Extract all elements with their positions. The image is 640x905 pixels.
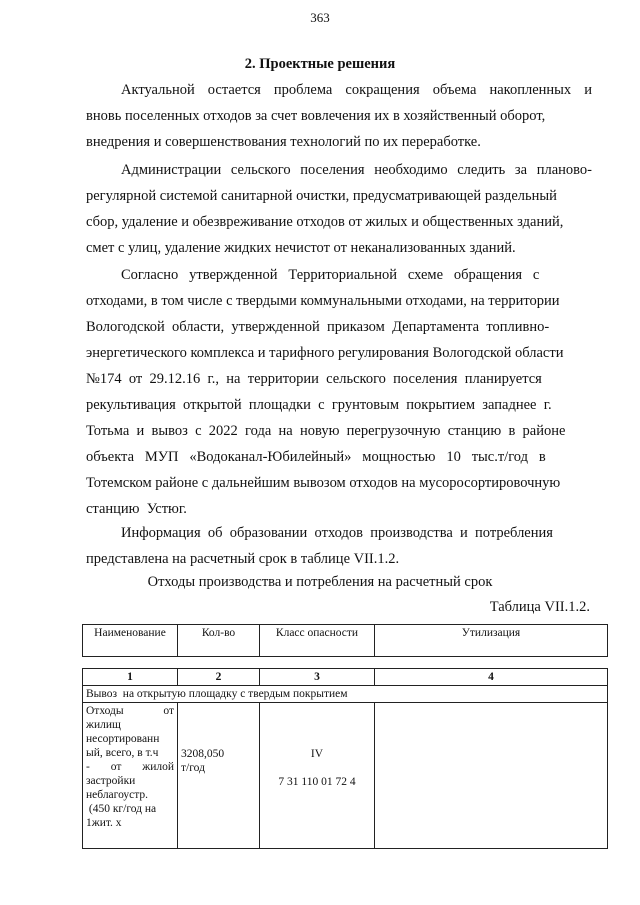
para3-line: объекта МУП «Водоканал-Юбилейный» мощностью 10 тыс.т/год в <box>86 449 546 465</box>
row-hazard-class: IV <box>310 748 324 760</box>
para3-line: отходами, в том числе с твердыми коммунальными отходами, на территории <box>86 293 560 309</box>
column-number: 2 <box>178 669 260 686</box>
para3-line: Тотемском районе с дальнейшим вывозом отходов на мусоросортировочную <box>86 475 561 491</box>
para3-line: станцию Устюг. <box>86 501 187 517</box>
paragraph-1 <box>86 77 592 155</box>
para2-line: Администрации сельского поселения необходимо следить за планово- <box>121 162 592 178</box>
para3-line: Согласно утвержденной Территориальной схеме обращения с <box>121 267 540 283</box>
table-body <box>82 668 608 849</box>
header-hazard-class: Класс опасности <box>260 625 375 657</box>
section-heading: 2. Проектные решения <box>244 56 396 72</box>
row-utilization-cell <box>375 703 608 849</box>
table-header <box>82 624 608 657</box>
header-name: Наименование <box>83 625 178 657</box>
para3-line: Тотьма и вывоз с 2022 года на новую перегрузочную станцию в районе <box>86 423 566 439</box>
row-name-cell <box>83 703 178 849</box>
paragraph-4 <box>86 520 592 572</box>
paragraph-3 <box>86 262 592 522</box>
table-number: Таблица VII.1.2. <box>489 599 590 615</box>
para3-line: рекультивация открытой площадки с грунтовым покрытием западнее г. <box>86 397 552 413</box>
page-number: 363 <box>310 10 330 25</box>
row-name-line: (450 кг/год на <box>86 803 157 815</box>
row-name-line: неблагоустр. <box>86 789 149 801</box>
para1-line: вновь поселенных отходов за счет вовлечения их в хозяйственный оборот, <box>86 108 546 124</box>
para1-line: внедрения и совершенствования технологий по их переработке. <box>86 134 481 150</box>
row-name-line: несортированн <box>86 733 160 745</box>
column-number: 4 <box>375 669 608 686</box>
row-waste-code: 7 31 110 01 72 4 <box>278 776 356 788</box>
para2-line: регулярной системой санитарной очистки, предусматривающей раздельный <box>86 188 557 204</box>
para3-line: Вологодской области, утвержденной приказом Департамента топливно- <box>86 319 550 335</box>
para1-line: Актуальной остается проблема сокращения объема накопленных и <box>121 82 592 98</box>
header-utilization: Утилизация <box>375 625 608 657</box>
row-name-line: - от жилой <box>86 761 174 773</box>
column-number: 3 <box>260 669 375 686</box>
row-name-line: ый, всего, в т.ч <box>86 747 159 759</box>
row-name-line: застройки <box>86 775 136 787</box>
para3-line: энергетического комплекса и тарифного регулирования Вологодской области <box>86 345 564 361</box>
row-name-line: Отходы от <box>86 705 174 717</box>
paragraph-2 <box>86 157 592 261</box>
para3-line: №174 от 29.12.16 г., на территории сельского поселения планируется <box>86 371 542 387</box>
row-quantity-line: 3208,050 <box>181 748 225 760</box>
para4-line: представлена на расчетный срок в таблице VII.1.2. <box>86 551 400 567</box>
para2-line: сбор, удаление и обезвреживание отходов от жилых и общественных зданий, <box>86 214 564 230</box>
row-hazard-cell <box>260 703 375 849</box>
header-quantity: Кол-во <box>178 625 260 657</box>
table-row <box>83 703 608 849</box>
para4-line: Информация об образовании отходов производства и потребления <box>121 525 553 541</box>
row-quantity-cell <box>178 703 260 849</box>
row-name-line: жилищ <box>86 719 121 731</box>
row-name-line: 1жит. х <box>86 817 122 829</box>
table-caption: Отходы производства и потребления на расчетный срок <box>147 574 493 590</box>
row-quantity-line: т/год <box>181 762 205 774</box>
section-row: Вывоз на открытую площадку с твердым покрытием <box>83 686 608 703</box>
column-number: 1 <box>83 669 178 686</box>
para2-line: смет с улиц, удаление жидких нечистот от неканализованных зданий. <box>86 240 516 256</box>
